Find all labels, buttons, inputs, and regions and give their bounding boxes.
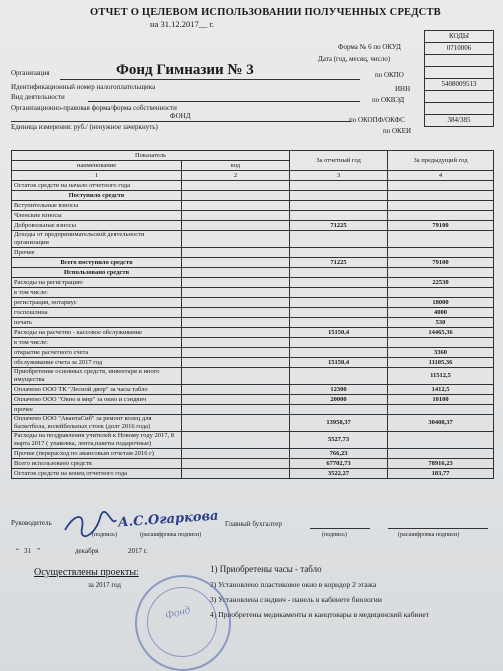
- date-month: декабря: [75, 547, 99, 555]
- table-row: [12, 298, 494, 308]
- row-previous-value: 1412,5: [388, 385, 494, 395]
- date-code: [425, 55, 493, 67]
- table-row: [12, 449, 494, 459]
- form-code: 0710006: [425, 43, 493, 55]
- row-current-value: 5527,73: [290, 432, 388, 449]
- row-previous-value: 18000: [388, 298, 494, 308]
- projects-year: за 2017 год: [88, 581, 121, 589]
- row-previous-value: [388, 211, 494, 221]
- row-label: Вступительные взносы: [12, 201, 182, 211]
- org-underline: [60, 79, 360, 80]
- column-number-row: [12, 171, 494, 181]
- row-current-value: 15150,4: [290, 358, 388, 368]
- table-row: [12, 432, 494, 449]
- row-previous-value: 79100: [388, 221, 494, 231]
- stamp-inner-ring: [147, 587, 217, 657]
- row-previous-value: 22530: [388, 278, 494, 288]
- row-current-value: 71225: [290, 258, 388, 268]
- row-previous-value: [388, 268, 494, 278]
- table-row: [12, 288, 494, 298]
- row-label: Оплачено ООО "АвантаСиб" за ремонт колец для баскетбола, волейбольных стоек (долг 2016 года): [12, 415, 182, 432]
- okpo-label: по ОКПО: [375, 71, 404, 79]
- decode-caption-2: (расшифровка подписи): [398, 532, 460, 538]
- table-row: [12, 395, 494, 405]
- header-code: код: [182, 161, 290, 171]
- row-label: Оплачено ООО "Окно в мир" за окно и сэндвич: [12, 395, 182, 405]
- row-previous-value: 4000: [388, 308, 494, 318]
- row-current-value: [290, 405, 388, 415]
- date-label: Дата (год, месяц, число): [318, 55, 391, 63]
- row-code: [182, 231, 290, 248]
- row-previous-value: [388, 231, 494, 248]
- row-current-value: [290, 338, 388, 348]
- table-row: [12, 338, 494, 348]
- row-current-value: [290, 288, 388, 298]
- table-row: [12, 368, 494, 385]
- row-label: госпошлина: [12, 308, 182, 318]
- table-row: [12, 211, 494, 221]
- round-stamp: [135, 575, 231, 671]
- project-item-1: 1) Приобретены часы - табло: [210, 564, 322, 574]
- table-row: [12, 191, 494, 201]
- table-row: [12, 328, 494, 338]
- table-body: [12, 181, 494, 479]
- row-previous-value: 3360: [388, 348, 494, 358]
- table-row: [12, 469, 494, 479]
- row-label: Прочие (перерасход по авансовым отчетам 2016 г): [12, 449, 182, 459]
- row-current-value: [290, 248, 388, 258]
- row-code: [182, 432, 290, 449]
- row-code: [182, 348, 290, 358]
- okei-code: 384/385: [447, 116, 471, 124]
- row-previous-value: [388, 191, 494, 201]
- row-current-value: 67702,73: [290, 459, 388, 469]
- row-label: Всего использовано средств: [12, 459, 182, 469]
- row-previous-value: [388, 432, 494, 449]
- row-previous-value: [388, 288, 494, 298]
- okei-label: по ОКЕИ: [383, 127, 412, 135]
- stamp-text: Фонд: [163, 603, 192, 623]
- row-label: Приобретение основных средств, инвентаря и иного имущества: [12, 368, 182, 385]
- row-previous-value: 79100: [388, 258, 494, 268]
- row-code: [182, 288, 290, 298]
- col-num-1: 1: [12, 171, 182, 181]
- okopf-code: [425, 103, 493, 115]
- row-current-value: [290, 348, 388, 358]
- row-current-value: 71225: [290, 221, 388, 231]
- report-date: на 31.12.2017__ г.: [150, 19, 214, 29]
- row-label: прочее: [12, 405, 182, 415]
- row-label: Остаток средств на конец отчетного года: [12, 469, 182, 479]
- col-num-2: 2: [182, 171, 290, 181]
- row-current-value: [290, 191, 388, 201]
- row-code: [182, 395, 290, 405]
- row-code: [182, 449, 290, 459]
- decode-caption-1: (расшифровка подписи): [140, 532, 202, 538]
- row-current-value: [290, 298, 388, 308]
- row-previous-value: 14465,36: [388, 328, 494, 338]
- org-name: Фонд Гимназии № 3: [116, 62, 254, 78]
- row-label: печать: [12, 318, 182, 328]
- row-label: открытие расчетного счета: [12, 348, 182, 358]
- row-code: [182, 221, 290, 231]
- head-label: Руководитель: [11, 519, 52, 527]
- header-name: наименование: [12, 161, 182, 171]
- codes-label: КОДЫ: [425, 31, 493, 43]
- report-title: ОТЧЕТ О ЦЕЛЕВОМ ИСПОЛЬЗОВАНИИ ПОЛУЧЕННЫХ СРЕДСТВ: [90, 7, 441, 18]
- okved-code: [425, 91, 493, 103]
- table-row: [12, 385, 494, 395]
- row-current-value: [290, 308, 388, 318]
- unit-label: Единица измерения: руб./ (ненужное зачеркнуть): [11, 123, 158, 131]
- header-previous-year: За предыдущий год: [388, 151, 494, 171]
- project-item-2: 2) Установлено пластиковое окно в коридор 2 этажа: [210, 580, 377, 589]
- row-previous-value: [388, 449, 494, 459]
- report-sheet: ОТЧЕТ О ЦЕЛЕВОМ ИСПОЛЬЗОВАНИИ ПОЛУЧЕННЫХ СРЕДСТВ на 31.12.2017__ г. КОДЫ 0710006 5408009513 384/385 Форма № 6 по ОКУД Дата (год, месяц, число) Организация Фонд Гимназии № 3 по ОКПО Идентификационный номер налогоплательщика ИНН Вид деятельности по ОКВЭД Организационно-правовая форма/форма собственности ФОНД по ОКОПФ/ОКФС Единица измерения: руб./ (ненужное зачеркнуть) по ОКЕИ Показатель За отчетный год За предыдущий год наименование код 1 2 3 4 Остаток средств на начало отчетного года Поступило средств Вступительные взносы Членские взносы Добровольные взносы 71225 79100 Доходы от предпринимательской деятельности организации Прочие Всего поступило средств 71225 79100 Использовано средств Расходы на регистрацию 22530 в том числе: регистрация, нотариус 18000 госпошлина 4000 печать 530 Расходы на расчетно - кассовое обслуживание 15150,4 14465,36 в том числе: открытие расчетного счета 3360 обслуживание счета за 2017 год 15150,4 11105,36 Приобретение основных средств, инвентаря и иного имущества 11512,5 Оплачено ООО ТК "Лесной двор" за часы табло 12300 1412,5 Оплачено ООО "Окно в мир" за окно и сэндвич 20000 10100 прочее Оплачено ООО "АвантаСиб" за ремонт колец для баскетбола, волейбольных стоек (долг 2016 года) 13958,37 30408,37 Расходы на поздравления учителей к Новому году 2017, 8 марта 2017 ( упаковка, лента,пакеты подарочные) 5527,73 Прочие (перерасход по авансовым отчетам 2016 г) 766,23 Всего использовано средств 67702,73 78916,23 Остаток средств на конец отчетного года 3522,27 183,77 Руководитель А.С.Огаркова (подпись) (расшифровка подписи) Главный бухгалтер (подпись) (расшифровка подписи) “ 31 ” декабря 2017 г. Осуществлены проекты: за 2017 год 1) Приобретены часы - табло 2) Установлено пластиковое окно в коридор 2 этажа 3) Установлена сэндвич - панель в кабинете биологии 4) Приобретены медикаменты и канцтовары в медицинский кабинет Фонд: [0, 0, 503, 671]
- row-label: регистрация, нотариус: [12, 298, 182, 308]
- table-row: [12, 201, 494, 211]
- inn-prefix-label: Идентификационный номер налогоплательщика: [11, 83, 156, 91]
- row-code: [182, 358, 290, 368]
- row-previous-value: 530: [388, 318, 494, 328]
- row-code: [182, 415, 290, 432]
- row-current-value: [290, 211, 388, 221]
- inn-code: 5408009513: [425, 79, 493, 91]
- table-header-row: [12, 151, 494, 161]
- col-num-4: 4: [388, 171, 494, 181]
- date-year: 2017 г.: [128, 547, 148, 555]
- row-previous-value: [388, 181, 494, 191]
- activity-label: Вид деятельности: [11, 93, 65, 101]
- row-current-value: [290, 318, 388, 328]
- row-label: Оплачено ООО ТК "Лесной двор" за часы табло: [12, 385, 182, 395]
- row-code: [182, 459, 290, 469]
- row-current-value: [290, 368, 388, 385]
- report-table: [11, 150, 494, 479]
- row-label: Использовано средств: [12, 268, 182, 278]
- row-code: [182, 405, 290, 415]
- okpo-code: [425, 67, 493, 79]
- projects-heading: Осуществлены проекты:: [34, 567, 139, 578]
- row-previous-value: 78916,23: [388, 459, 494, 469]
- row-label: Прочие: [12, 248, 182, 258]
- row-previous-value: 10100: [388, 395, 494, 405]
- row-label: Поступило средств: [12, 191, 182, 201]
- row-code: [182, 318, 290, 328]
- row-code: [182, 248, 290, 258]
- table-row: [12, 248, 494, 258]
- row-code: [182, 211, 290, 221]
- row-code: [182, 385, 290, 395]
- row-label: в том числе:: [12, 338, 182, 348]
- row-current-value: [290, 201, 388, 211]
- handwritten-decode: А.С.Огаркова: [117, 508, 219, 531]
- row-label: обслуживание счета за 2017 год: [12, 358, 182, 368]
- sign-caption-1: (подпись): [92, 532, 117, 538]
- row-label: Членские взносы: [12, 211, 182, 221]
- project-item-3: 3) Установлена сэндвич - панель в кабинете биологии: [210, 595, 382, 604]
- row-label: Остаток средств на начало отчетного года: [12, 181, 182, 191]
- row-current-value: 13958,37: [290, 415, 388, 432]
- form-label: Форма № 6 по ОКУД: [338, 43, 401, 51]
- row-current-value: 3522,27: [290, 469, 388, 479]
- table-row: [12, 181, 494, 191]
- row-current-value: [290, 181, 388, 191]
- accountant-decode-line: [388, 528, 488, 529]
- row-code: [182, 368, 290, 385]
- row-code: [182, 181, 290, 191]
- row-previous-value: [388, 338, 494, 348]
- table-row: [12, 459, 494, 469]
- row-previous-value: 183,77: [388, 469, 494, 479]
- row-label: Расходы на поздравления учителей к Новому году 2017, 8 марта 2017 ( упаковка, лента,пакеты подарочные): [12, 432, 182, 449]
- date-day: 31: [24, 547, 31, 555]
- table-row: [12, 268, 494, 278]
- legal-form-label: Организационно-правовая форма/форма собственности: [11, 104, 177, 112]
- table-row: [12, 415, 494, 432]
- okopf-label: по ОКОПФ/ОКФС: [349, 116, 405, 124]
- table-row: [12, 231, 494, 248]
- row-previous-value: 11512,5: [388, 368, 494, 385]
- project-item-4: 4) Приобретены медикаменты и канцтовары в медицинский кабинет: [210, 610, 430, 619]
- row-code: [182, 298, 290, 308]
- legal-form-value: ФОНД: [170, 112, 191, 120]
- row-code: [182, 191, 290, 201]
- row-code: [182, 328, 290, 338]
- row-code: [182, 268, 290, 278]
- row-current-value: 20000: [290, 395, 388, 405]
- col-num-3: 3: [290, 171, 388, 181]
- row-current-value: [290, 278, 388, 288]
- row-label: Расходы на регистрацию: [12, 278, 182, 288]
- header-indicator: Показатель: [12, 151, 290, 161]
- row-code: [182, 278, 290, 288]
- row-previous-value: [388, 248, 494, 258]
- table-row: [12, 258, 494, 268]
- row-label: в том числе:: [12, 288, 182, 298]
- row-current-value: 12300: [290, 385, 388, 395]
- row-code: [182, 201, 290, 211]
- row-previous-value: [388, 201, 494, 211]
- okved-label: по ОКВЭД: [372, 96, 405, 104]
- table-row: [12, 278, 494, 288]
- activity-underline: [88, 101, 360, 102]
- row-previous-value: 11105,36: [388, 358, 494, 368]
- table-row: [12, 358, 494, 368]
- row-code: [182, 308, 290, 318]
- inn-label: ИНН: [395, 85, 411, 93]
- header-current-year: За отчетный год: [290, 151, 388, 171]
- row-code: [182, 469, 290, 479]
- row-current-value: 15150,4: [290, 328, 388, 338]
- legal-form-underline: [11, 121, 351, 122]
- codes-box: [424, 30, 494, 127]
- row-current-value: 766,23: [290, 449, 388, 459]
- org-label: Организация: [11, 69, 50, 77]
- table-row: [12, 405, 494, 415]
- row-label: Всего поступило средств: [12, 258, 182, 268]
- table-row: [12, 221, 494, 231]
- table-row: [12, 308, 494, 318]
- row-previous-value: [388, 405, 494, 415]
- row-code: [182, 258, 290, 268]
- row-code: [182, 338, 290, 348]
- row-label: Расходы на расчетно - кассовое обслуживание: [12, 328, 182, 338]
- row-label: Доходы от предпринимательской деятельности организации: [12, 231, 182, 248]
- row-label: Добровольные взносы: [12, 221, 182, 231]
- table-row: [12, 318, 494, 328]
- sign-caption-2: (подпись): [322, 532, 347, 538]
- table-row: [12, 348, 494, 358]
- row-current-value: [290, 268, 388, 278]
- row-current-value: [290, 231, 388, 248]
- accountant-label: Главный бухгалтер: [225, 520, 282, 528]
- accountant-sign-line: [310, 528, 370, 529]
- row-previous-value: 30408,37: [388, 415, 494, 432]
